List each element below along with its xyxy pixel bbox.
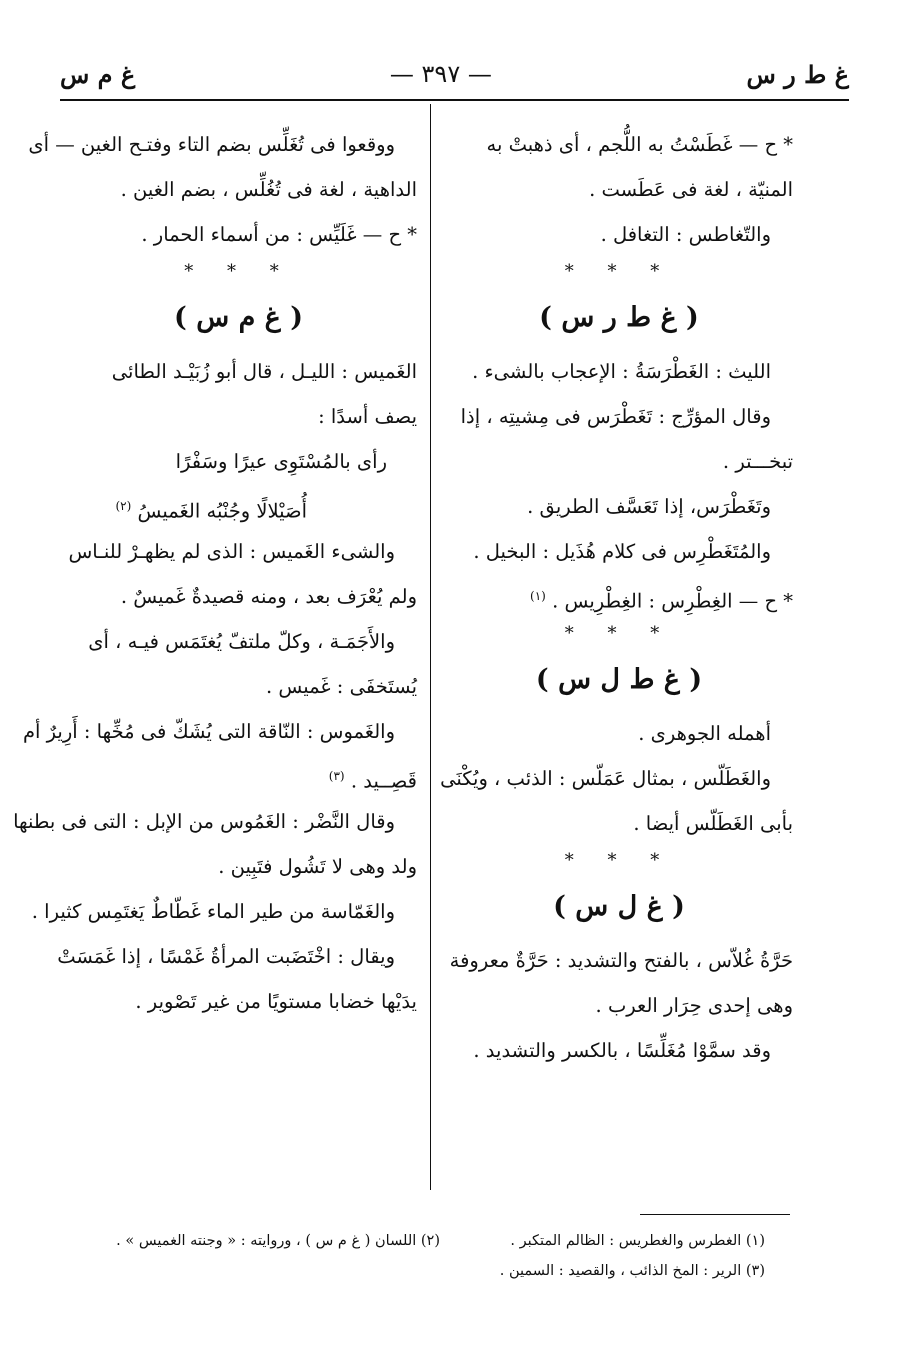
text-line: تبخـــتر . xyxy=(722,450,793,473)
header-root-left: غ م س xyxy=(60,59,136,89)
section-separator: * * * xyxy=(564,623,674,644)
text-line: ووقعوا فى تُغَلِّس بضم التاء وفتـح الغين — أى xyxy=(28,133,395,156)
footnote: (٣) الرير : المخ الذائب ، والقصيد : السمين . xyxy=(499,1263,765,1279)
column-divider xyxy=(430,104,431,1190)
entry-heading: ( غ ل س ) xyxy=(553,891,685,922)
text-line: بأبى الغَطَلّس أيضا . xyxy=(633,812,793,835)
text-line: والغَطَلّس ، بمثال عَمَلّس : الذئب ، ويُكْنَى xyxy=(440,767,771,790)
text-line: وقد سمَّوْا مُغَلِّسًا ، بالكسر والتشديد . xyxy=(473,1039,771,1062)
text-line: والغَمّاسة من طير الماء غَطّاطٌ يَغتَمِس كثيرا . xyxy=(31,900,395,923)
text-line: * ح — غَطَسْتُ به اللُّجم ، أى ذهبتْ به xyxy=(486,133,793,156)
text-line: المنيّة ، لغة فى عَطَست . xyxy=(589,178,793,201)
text-line xyxy=(60,754,417,799)
text-line: وقال النَّضْر : الغَمُوس من الإبل : التى فى بطنها xyxy=(13,810,395,833)
text-content: * ح — الغِطْرِس : الغِطْرِيس . xyxy=(552,589,793,613)
section-separator: * * * xyxy=(564,261,674,282)
text-line: والتّغاطس : التغافل . xyxy=(600,223,771,246)
text-line: وتَغَطْرَس، إذا تَعَسَّف الطريق . xyxy=(527,495,771,518)
text-line: الليث : الغَطْرَسَةُ : الإعجاب بالشىء . xyxy=(472,360,771,383)
footnote-marker: (٢) xyxy=(115,499,132,513)
text-line: ولد وهى لا تَشُول فتَبِين . xyxy=(218,855,417,878)
section-separator: * * * xyxy=(184,261,293,282)
page-number: — ٣٩٧ — xyxy=(389,60,492,88)
text-line: الغَميس : الليـل ، قال أبو زُبَيْـد الطائى xyxy=(111,360,417,383)
text-line xyxy=(445,574,793,619)
left-column xyxy=(13,122,417,1024)
text-line: والشىء الغَميس : الذى لم يظهـرْ للنـاس xyxy=(68,540,395,563)
text-line: الداهية ، لغة فى تُغُلِّس ، بضم الغين . xyxy=(120,178,417,201)
page-header xyxy=(60,52,849,96)
poem-line: رأى بالمُسْتَوِى عيرًا وسَفْرًا xyxy=(175,450,387,473)
poem-line xyxy=(60,484,417,529)
text-line: والمُتَغَطْرِس فى كلام هُذَيل : البخيل . xyxy=(473,540,771,563)
poem-text: أُصَيْلالًا وجُنْبُه الغَميسُ xyxy=(137,499,307,523)
header-rule xyxy=(60,99,849,101)
footnote: (١) الغطرس والغطريس : الظالم المتكبر . xyxy=(510,1233,765,1249)
footnotes-left xyxy=(60,1226,440,1256)
text-line: والغَموس : النّاقة التى يُشَكّ فى مُخِّها : أَرِيرٌ أم xyxy=(22,720,395,743)
entry-heading: ( غ ط ر س ) xyxy=(539,302,699,333)
text-line: وهى إحدى حِرَار العرب . xyxy=(595,994,793,1017)
text-line: * ح — غَلَيِّس : من أسماء الحمار . xyxy=(141,223,417,246)
footnote-marker: (١) xyxy=(530,589,546,603)
footnotes-right xyxy=(445,1226,765,1286)
header-root-right: غ ط ر س xyxy=(746,59,849,89)
footnote-rule xyxy=(640,1214,790,1215)
text-line: يصف أسدًا : xyxy=(318,405,417,428)
entry-heading: ( غ ط ل س ) xyxy=(535,664,703,695)
text-line: أهمله الجوهرى . xyxy=(638,722,771,745)
text-content: قَصِــيد . xyxy=(350,769,417,793)
text-line: ويقال : اخْتَضَبت المرأةُ غَمْسًا ، إذا غَمَسَتْ xyxy=(57,945,395,968)
text-line: حَرَّةُ غُلاّس ، بالفتح والتشديد : حَرَّةٌ معروفة xyxy=(449,949,793,972)
text-line: يُستَخفَى : غَميس . xyxy=(266,675,417,698)
footnote-marker: (٣) xyxy=(328,769,345,783)
section-separator: * * * xyxy=(564,850,674,871)
text-line: يدَيْها خضابا مستويًا من غير تَصْوير . xyxy=(135,990,417,1013)
text-line: وقال المؤرِّج : تَغَطْرَس فى مِشيتِه ، إذا xyxy=(460,405,771,428)
text-line: ولم يُعْرَف بعد ، ومنه قصيدةٌ غَميسٌ . xyxy=(120,585,417,608)
footnote: (٢) اللسان ( غ م س ) ، وروايته : « وجنته الغميس » . xyxy=(116,1233,440,1249)
entry-heading: ( غ م س ) xyxy=(174,302,303,333)
text-line: والأَجَمَـة ، وكلّ ملتفّ يُغتَمَس فيـه ، أى xyxy=(88,630,395,653)
right-column xyxy=(440,122,793,1073)
